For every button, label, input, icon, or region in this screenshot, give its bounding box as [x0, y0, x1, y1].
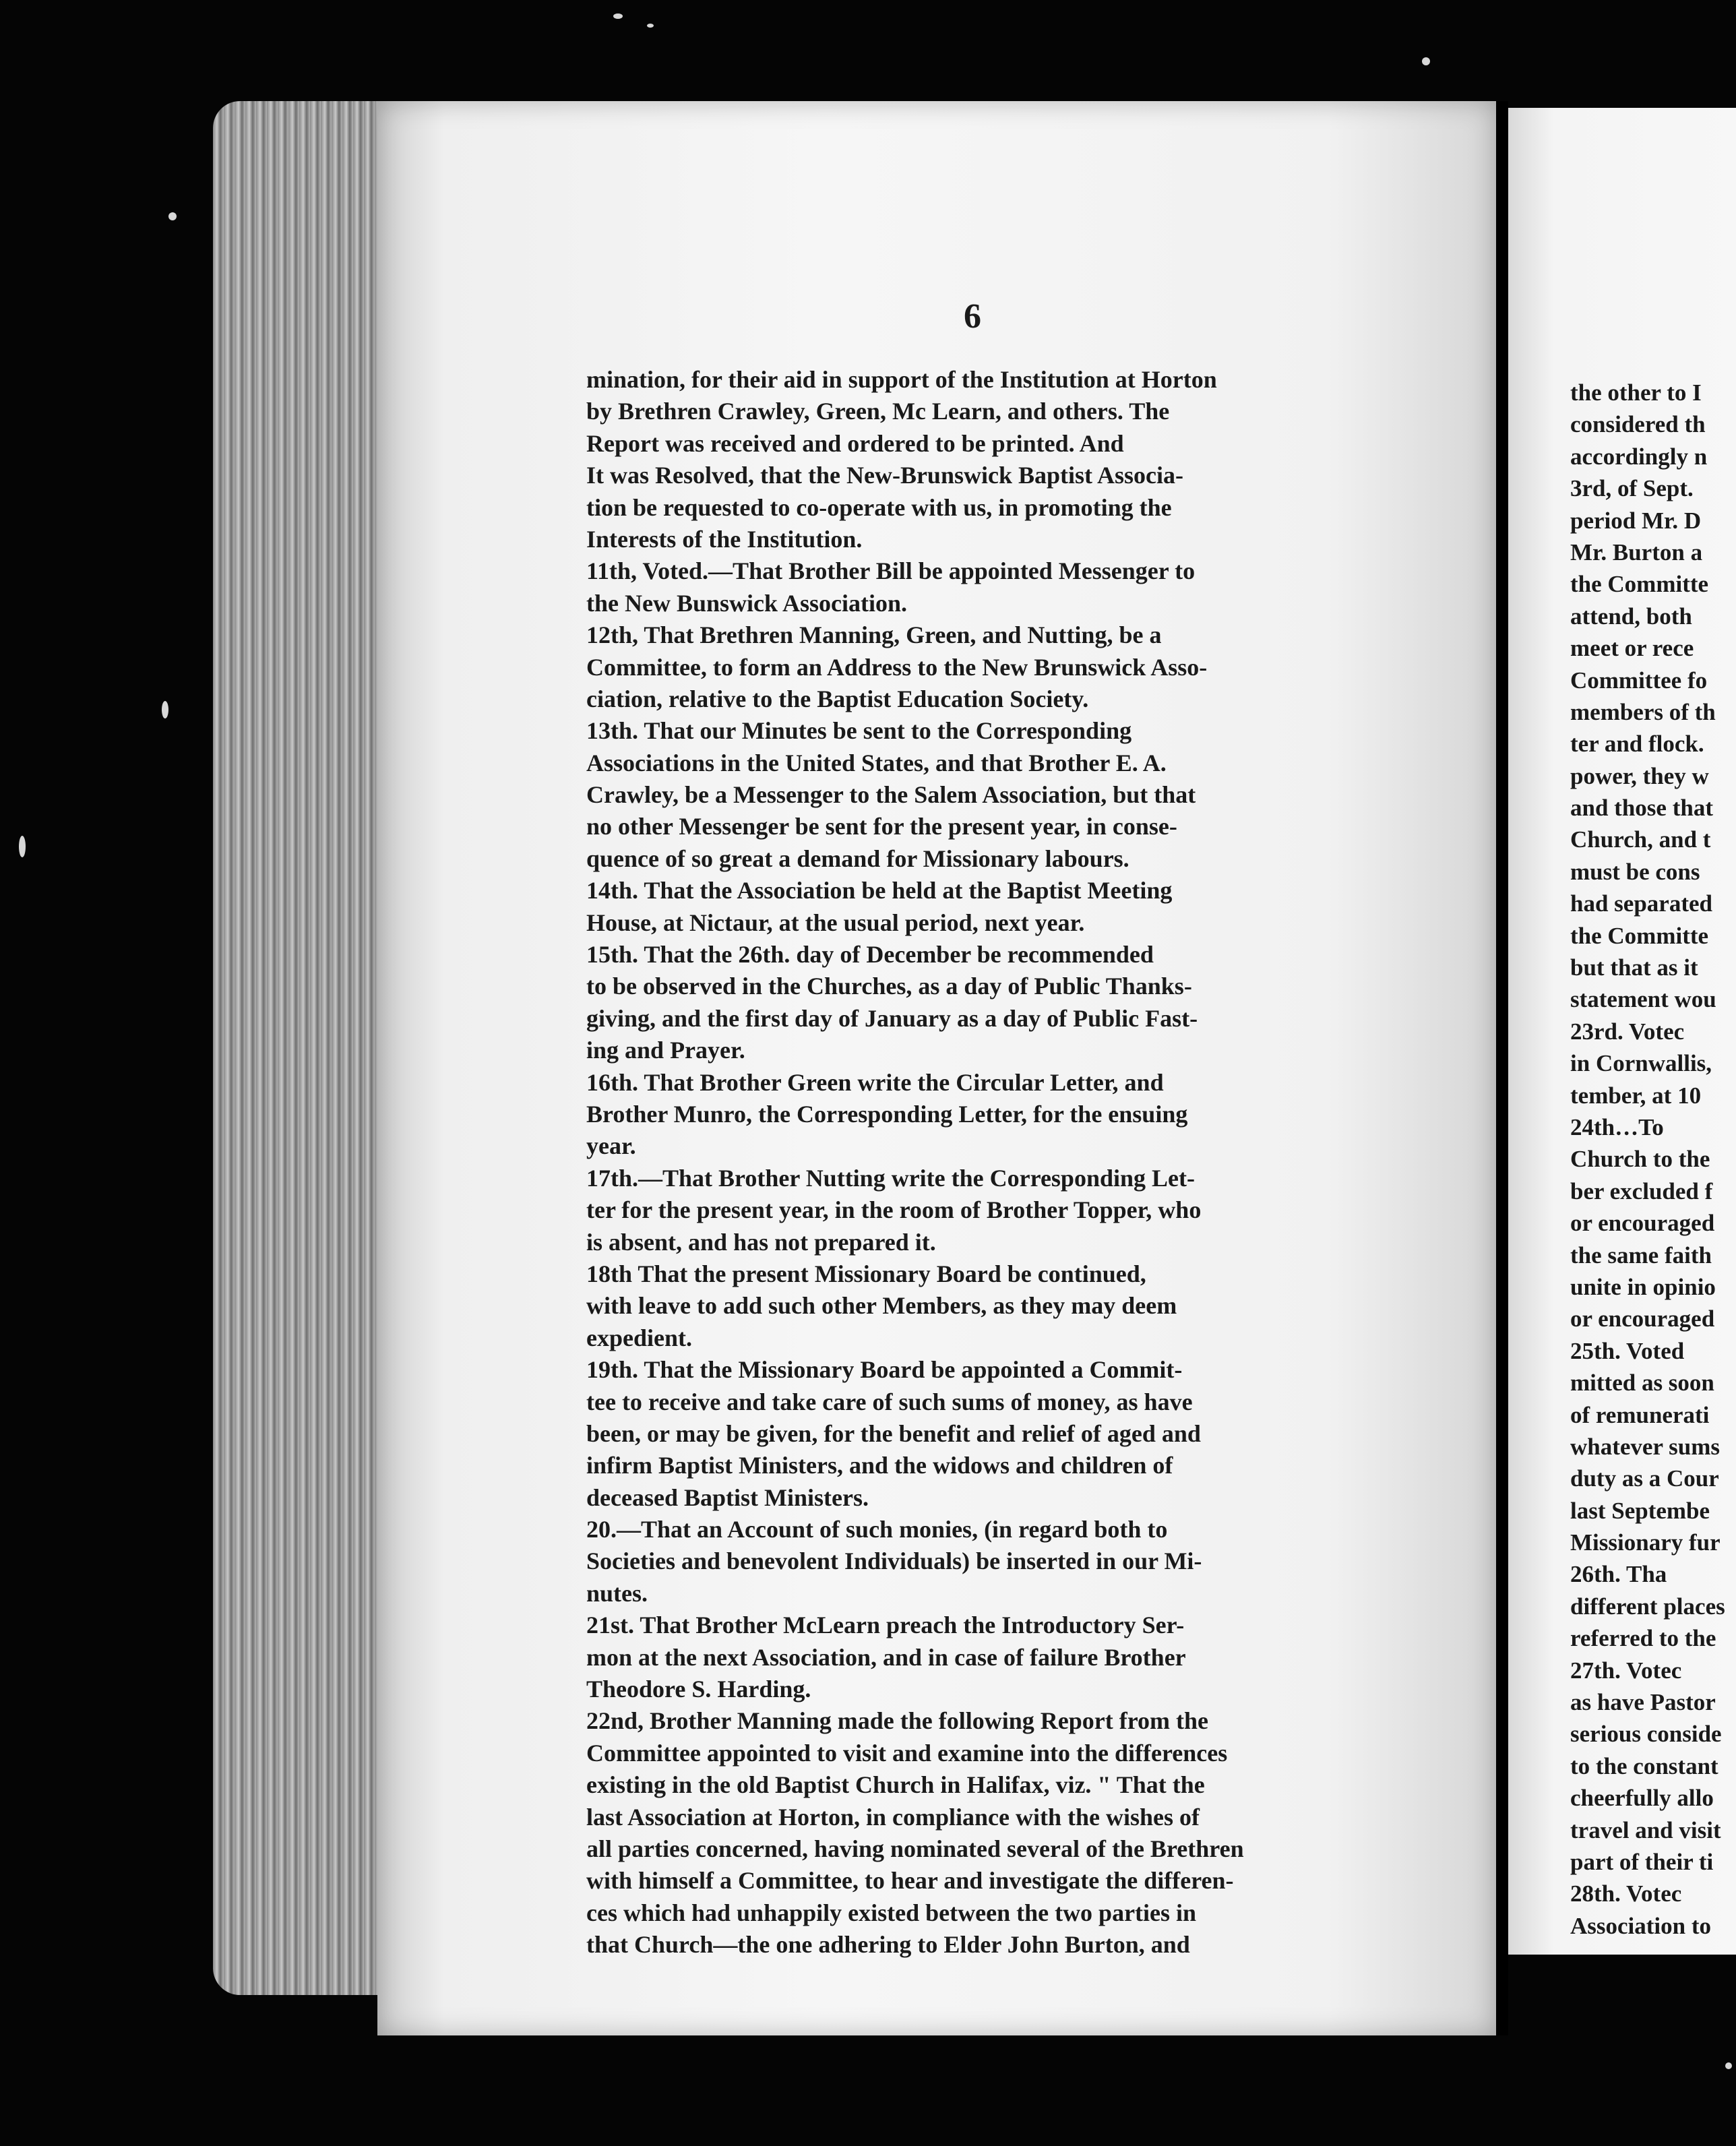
- text-line: 11th, Voted.—That Brother Bill be appointed Messenger to: [586, 557, 1196, 585]
- right-text-line: mitted as soon: [1570, 1370, 1714, 1397]
- right-text-line: last Septembe: [1570, 1497, 1710, 1524]
- text-line: Report was received and ordered to be printed. And: [586, 429, 1124, 457]
- right-text-line: must be cons: [1570, 858, 1700, 885]
- right-text-line: whatever sums: [1570, 1433, 1720, 1460]
- right-text-line: 24th…To: [1570, 1113, 1664, 1140]
- right-text-line: the other to I: [1570, 379, 1702, 406]
- text-line: giving, and the first day of January as a day of Public Fast-: [586, 1004, 1198, 1032]
- text-line: expedient.: [586, 1324, 692, 1351]
- text-line: all parties concerned, having nominated several of the Brethren: [586, 1835, 1244, 1862]
- right-text-line: ter and flock.: [1570, 731, 1704, 758]
- right-text-line: serious conside: [1570, 1721, 1722, 1748]
- text-line: that Church—the one adhering to Elder John Burton, and: [586, 1931, 1190, 1959]
- right-text-line: 27th. Votec: [1570, 1657, 1682, 1684]
- right-text-line: Mr. Burton a: [1570, 539, 1703, 565]
- film-speck: [613, 13, 623, 19]
- text-line: 13th. That our Minutes be sent to the Corresponding: [586, 717, 1132, 745]
- right-text-line: members of th: [1570, 698, 1716, 725]
- text-line: 20.—That an Account of such monies, (in regard both to: [586, 1516, 1168, 1543]
- right-text-line: Church to the: [1570, 1146, 1710, 1173]
- right-text-line: Missionary fur: [1570, 1529, 1720, 1556]
- text-line: deceased Baptist Ministers.: [586, 1483, 869, 1511]
- text-line: ciation, relative to the Baptist Education Society.: [586, 685, 1089, 712]
- text-line: no other Messenger be sent for the present year, in conse-: [586, 813, 1177, 840]
- book-page-edges: [213, 101, 388, 1995]
- right-text-line: 3rd, of Sept.: [1570, 475, 1694, 502]
- text-line: 14th. That the Association be held at the Baptist Meeting: [586, 877, 1173, 905]
- text-line: with himself a Committee, to hear and investigate the differen-: [586, 1867, 1234, 1895]
- text-line: by Brethren Crawley, Green, Mc Learn, and others. The: [586, 398, 1170, 425]
- right-text-line: 25th. Voted: [1570, 1337, 1685, 1364]
- text-line: ter for the present year, in the room of Brother Topper, who: [586, 1196, 1202, 1224]
- right-text-line: the Committe: [1570, 571, 1709, 598]
- text-line: ces which had unhappily existed between the two parties in: [586, 1899, 1197, 1926]
- right-text-line: as have Pastor: [1570, 1689, 1716, 1716]
- right-text-line: ber excluded f: [1570, 1177, 1713, 1204]
- text-line: 21st. That Brother McLearn preach the Introductory Ser-: [586, 1612, 1185, 1639]
- text-line: tee to receive and take care of such sums of money, as have: [586, 1388, 1193, 1415]
- text-line: Interests of the Institution.: [586, 525, 863, 553]
- right-page-text: [1570, 377, 1736, 1942]
- text-line: House, at Nictaur, at the usual period, next year.: [586, 909, 1085, 936]
- right-text-line: Church, and t: [1570, 826, 1711, 853]
- text-line: 22nd, Brother Manning made the following Report from the: [586, 1707, 1208, 1735]
- text-line: Committee appointed to visit and examine into the differences: [586, 1739, 1228, 1767]
- right-text-line: of remunerati: [1570, 1401, 1710, 1428]
- text-line: 18th That the present Missionary Board be continued,: [586, 1260, 1146, 1287]
- text-line: 19th. That the Missionary Board be appointed a Commit-: [586, 1356, 1183, 1384]
- film-speck: [1422, 57, 1430, 65]
- right-text-line: to the constant: [1570, 1752, 1718, 1779]
- text-line: last Association at Horton, in compliance with the wishes of: [586, 1803, 1200, 1831]
- text-line: been, or may be given, for the benefit and relief of aged and: [586, 1419, 1201, 1447]
- text-line: the New Bunswick Association.: [586, 589, 908, 617]
- text-line: to be observed in the Churches, as a day of Public Thanks-: [586, 973, 1192, 1000]
- right-text-line: period Mr. D: [1570, 507, 1702, 534]
- right-text-line: 26th. Tha: [1570, 1561, 1667, 1588]
- text-line: Associations in the United States, and that Brother E. A.: [586, 749, 1167, 776]
- right-text-line: in Cornwallis,: [1570, 1050, 1712, 1077]
- right-text-line: statement wou: [1570, 986, 1716, 1013]
- right-text-line: attend, both: [1570, 603, 1692, 630]
- text-line: quence of so great a demand for Missionary labours.: [586, 845, 1129, 872]
- film-speck: [162, 701, 168, 718]
- text-line: 17th.—That Brother Nutting write the Corresponding Let-: [586, 1164, 1195, 1192]
- text-line: mination, for their aid in support of the Institution at Horton: [586, 366, 1217, 393]
- right-text-line: 28th. Votec: [1570, 1880, 1682, 1907]
- book-gutter: [1496, 101, 1508, 2035]
- text-line: Crawley, be a Messenger to the Salem Association, but that: [586, 781, 1196, 809]
- right-text-line: part of their ti: [1570, 1848, 1714, 1875]
- right-text-line: accordingly n: [1570, 443, 1708, 470]
- right-text-line: the Committe: [1570, 922, 1709, 949]
- film-speck: [168, 212, 177, 220]
- text-line: It was Resolved, that the New-Brunswick Baptist Associa-: [586, 462, 1184, 489]
- text-line: with leave to add such other Members, as they may deem: [586, 1292, 1177, 1320]
- text-line: year.: [586, 1132, 636, 1160]
- right-text-line: power, they w: [1570, 762, 1709, 789]
- text-line: tion be requested to co-operate with us, in promoting the: [586, 493, 1172, 521]
- right-text-line: the same faith: [1570, 1241, 1712, 1268]
- text-line: ing and Prayer.: [586, 1037, 745, 1064]
- right-text-line: considered th: [1570, 411, 1706, 438]
- right-text-line: tember, at 10: [1570, 1082, 1702, 1109]
- right-text-line: travel and visit: [1570, 1816, 1721, 1843]
- right-text-line: cheerfully allo: [1570, 1785, 1714, 1812]
- left-page-text: [586, 364, 1415, 1961]
- right-text-line: Committee fo: [1570, 667, 1708, 694]
- page-number: 6: [964, 297, 981, 336]
- text-line: 16th. That Brother Green write the Circular Letter, and: [586, 1068, 1164, 1096]
- text-line: nutes.: [586, 1579, 648, 1607]
- text-line: Brother Munro, the Corresponding Letter, for the ensuing: [586, 1100, 1188, 1128]
- right-text-line: unite in opinio: [1570, 1273, 1716, 1300]
- right-text-line: or encouraged: [1570, 1306, 1715, 1332]
- text-line: Committee, to form an Address to the New Brunswick Asso-: [586, 653, 1208, 681]
- right-text-line: had separated: [1570, 890, 1712, 917]
- text-line: infirm Baptist Ministers, and the widows and children of: [586, 1452, 1173, 1479]
- text-line: is absent, and has not prepared it.: [586, 1228, 936, 1256]
- text-line: existing in the old Baptist Church in Halifax, viz. " That the: [586, 1771, 1205, 1799]
- film-speck: [19, 836, 26, 857]
- right-text-line: 23rd. Votec: [1570, 1018, 1685, 1045]
- right-text-line: or encouraged: [1570, 1210, 1715, 1237]
- text-line: 12th, That Brethren Manning, Green, and Nutting, be a: [586, 621, 1162, 649]
- right-text-line: different places: [1570, 1593, 1725, 1620]
- text-line: Societies and benevolent Individuals) be inserted in our Mi-: [586, 1547, 1202, 1575]
- right-text-line: and those that: [1570, 795, 1713, 822]
- right-text-line: but that as it: [1570, 954, 1698, 981]
- right-text-line: Association to: [1570, 1912, 1712, 1939]
- text-line: mon at the next Association, and in case of failure Brother: [586, 1643, 1186, 1671]
- text-line: 15th. That the 26th. day of December be recommended: [586, 941, 1154, 969]
- right-text-line: referred to the: [1570, 1625, 1716, 1652]
- film-speck: [1725, 2062, 1732, 2069]
- film-speck: [647, 24, 654, 28]
- right-text-line: duty as a Cour: [1570, 1465, 1719, 1492]
- text-line: Theodore S. Harding.: [586, 1676, 811, 1703]
- right-text-line: meet or rece: [1570, 635, 1694, 662]
